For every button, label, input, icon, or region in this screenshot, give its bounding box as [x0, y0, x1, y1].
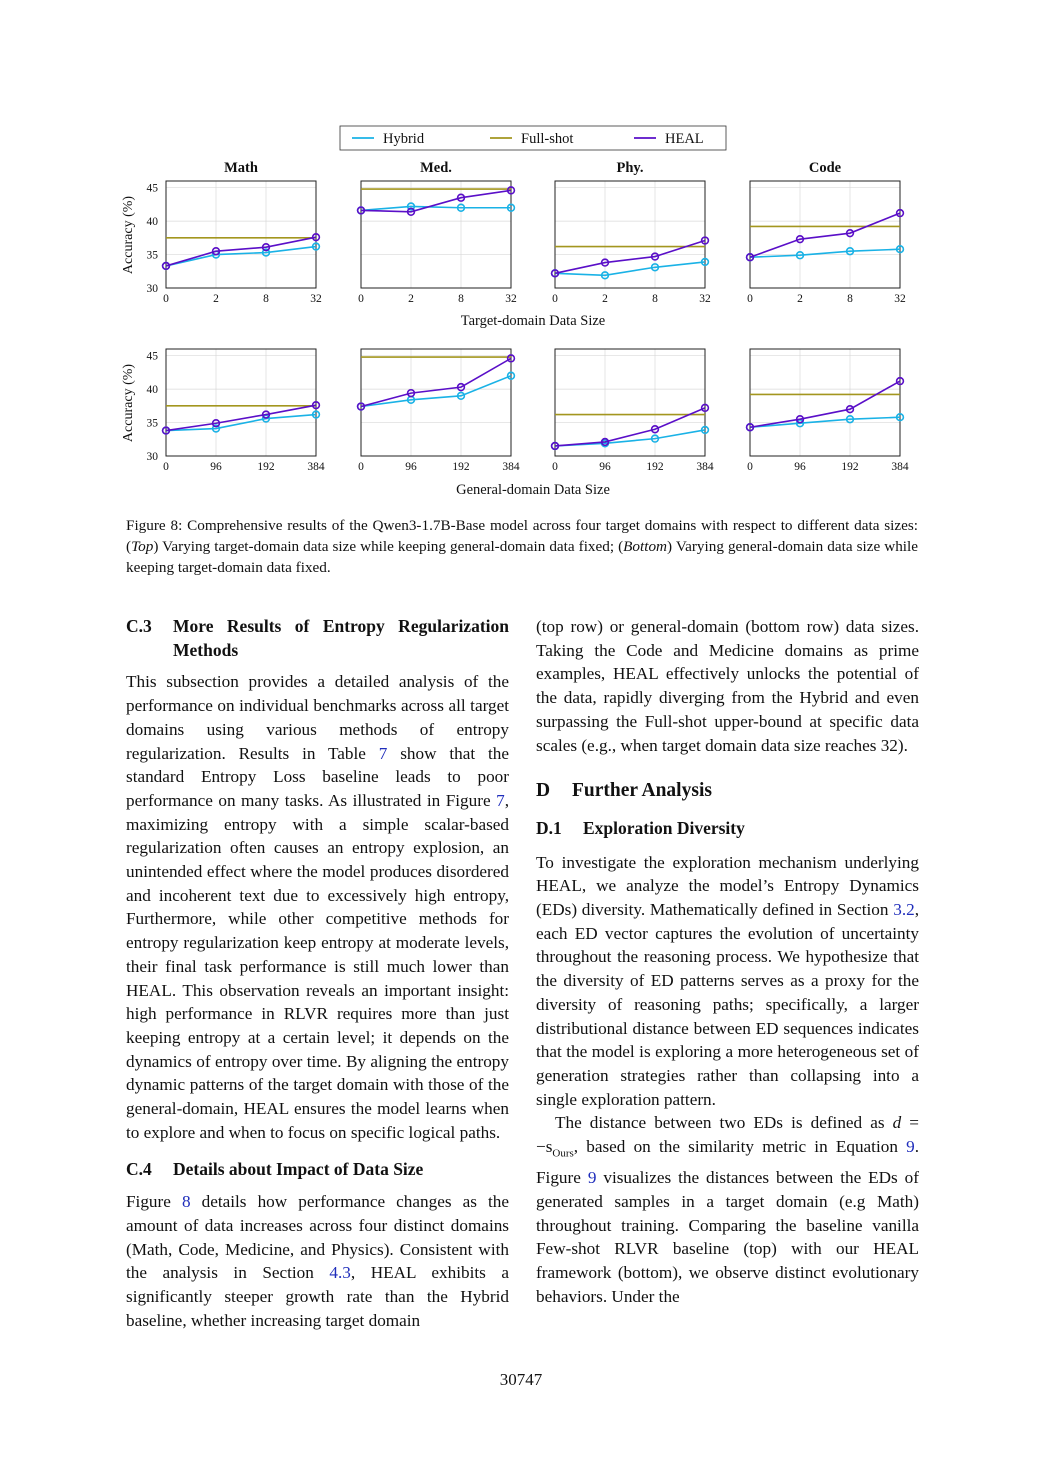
- figure-ref-link[interactable]: 8: [181, 1192, 191, 1212]
- x-tick-label: 384: [696, 461, 714, 473]
- x-tick-label: 0: [163, 293, 169, 305]
- series-line-hybrid: [750, 249, 900, 257]
- y-tick-label: 45: [146, 182, 158, 195]
- panel-frame: [750, 181, 900, 288]
- x-tick-label: 384: [502, 461, 520, 473]
- x-tick-label: 0: [163, 461, 169, 473]
- y-tick-label: 35: [146, 249, 158, 262]
- equation-ref-link[interactable]: 9: [906, 1137, 915, 1157]
- x-tick-label: 2: [797, 293, 803, 305]
- series-line-heal: [361, 358, 511, 406]
- page-number: 30747: [499, 1370, 543, 1389]
- section-ref-link[interactable]: 3.2: [893, 900, 915, 920]
- panel-frame: [166, 349, 316, 456]
- x-tick-label: 0: [552, 293, 558, 305]
- x-axis-label-bottom: General-domain Data Size: [456, 482, 610, 498]
- y-tick-label: 45: [146, 350, 158, 363]
- legend-label-full-shot: Full-shot: [521, 131, 574, 147]
- section-heading-d1: D.1 Exploration Diversity: [536, 817, 745, 838]
- legend-label-heal: HEAL: [665, 131, 704, 147]
- x-tick-label: 0: [358, 293, 364, 305]
- section-heading-d: D Further Analysis: [536, 780, 712, 802]
- x-tick-label: 8: [458, 293, 464, 305]
- x-tick-label: 32: [505, 293, 517, 305]
- x-tick-label: 192: [257, 461, 275, 473]
- x-tick-label: 192: [841, 461, 859, 473]
- panel-frame: [750, 349, 900, 456]
- x-tick-label: 2: [213, 293, 219, 305]
- x-tick-label: 32: [699, 293, 711, 305]
- section-heading-c4: C.4 Details about Impact of Data Size: [126, 1159, 424, 1180]
- series-line-hybrid: [361, 376, 511, 407]
- paragraph-c4-continued: (top row) or general-domain (bottom row) data sizes. Taking the Code and Medicine domains as prime examples, HEAL effectively unlocks the potential of the data, rapidly diverging from the Hybrid and even surpassing the Full-shot upper-bound at specific data scales (e.g., when target domain data size reaches 32).: [536, 617, 919, 755]
- x-tick-label: 192: [646, 461, 664, 473]
- x-tick-label: 8: [652, 293, 658, 305]
- panel-title: Phy.: [616, 160, 644, 176]
- panel-title: Math: [224, 160, 258, 176]
- figure-ref-link[interactable]: 7: [496, 790, 505, 810]
- y-tick-label: 35: [146, 417, 158, 430]
- x-tick-label: 0: [747, 461, 753, 473]
- right-column: [536, 615, 919, 1308]
- caption-label: Figure 8:: [126, 517, 183, 534]
- figure-8: [0, 0, 1042, 505]
- series-line-heal: [555, 241, 705, 274]
- section-heading-c3: C.3 More Results of Entropy Regularization Methods: [126, 616, 509, 660]
- table-ref-link[interactable]: 7: [378, 743, 388, 763]
- x-tick-label: 0: [747, 293, 753, 305]
- panel-frame: [361, 181, 511, 288]
- paragraph-c3: This subsection provides a detailed analysis of the performance on individual benchmarks across all target domains using various methods of entropy regularization. Results in Table 7 show that the standard Entropy Loss baseline leads to poor performance on many tasks. As illustrated in Figure 7, maximizing entropy with a simple scalar-based regularization often causes an entropy explosion, an unintended effect where the model produces disordered and incoherent text due to excessively high entropy, Furthermore, while other competitive methods for entropy regularization keep entropy at moderate levels, their final task performance is still much lower than HEAL. This observation reveals an important insight: high performance in RLVR requires more than just keeping entropy at a certain level; it depends on the dynamics of entropy over time. By aligning the entropy dynamic patterns of the target domain with those of the general-domain, HEAL ensures the model learns when to explore and when to focus on specific logical paths.: [126, 672, 509, 1142]
- y-tick-label: 40: [146, 384, 158, 397]
- y-tick-label: 30: [146, 451, 158, 463]
- x-tick-label: 8: [847, 293, 853, 305]
- figure-ref-link[interactable]: 9: [587, 1168, 597, 1188]
- x-tick-label: 384: [891, 461, 909, 473]
- series-line-heal: [750, 381, 900, 427]
- series-line-hybrid: [361, 206, 511, 210]
- x-tick-label: 8: [263, 293, 269, 305]
- x-tick-label: 0: [552, 461, 558, 473]
- paragraph-c4: Figure 8 details how performance changes as the amount of data increases across four distinct domains (Math, Code, Medicine, and Physics). Consistent with the analysis in Section 4.3, HEAL exhibits a significantly steeper growth rate than the Hybrid baseline, whether increasing target domain: [126, 1192, 509, 1330]
- x-tick-label: 2: [602, 293, 608, 305]
- x-tick-label: 96: [599, 461, 611, 473]
- x-tick-label: 96: [405, 461, 417, 473]
- y-tick-label: 40: [146, 216, 158, 229]
- left-column: [126, 615, 509, 1332]
- legend-label-hybrid: Hybrid: [383, 131, 425, 147]
- y-axis-label: Accuracy (%): [121, 195, 136, 275]
- panel-title: Med.: [420, 160, 452, 176]
- x-tick-label: 32: [310, 293, 322, 305]
- y-tick-label: 30: [146, 283, 158, 295]
- panel-frame: [361, 349, 511, 456]
- x-tick-label: 384: [307, 461, 325, 473]
- x-tick-label: 2: [408, 293, 414, 305]
- paragraph-d1-2: The distance between two EDs is defined as $d = -s_{Ours}$, based on the similarity metric in Equation 9. Figure 9 visualizes the distances between the EDs of generated samples in a target domain (e.g Math) throughout training. Comparing the baseline vanilla Few-shot RLVR baseline (top) with our HEAL framework (bottom), we observe distinct evolutionary behaviors. Under the: [536, 1113, 920, 1306]
- panel-frame: [166, 181, 316, 288]
- section-ref-link[interactable]: 4.3: [329, 1263, 351, 1283]
- panel-title: Code: [808, 160, 842, 176]
- x-tick-label: 96: [794, 461, 806, 473]
- x-axis-label-top: Target-domain Data Size: [460, 313, 606, 329]
- panel-frame: [555, 349, 705, 456]
- y-axis-label: Accuracy (%): [121, 363, 136, 443]
- paragraph-d1-1: To investigate the exploration mechanism underlying HEAL, we analyze the model’s Entropy Dynamics (EDs) diversity. Mathematically defined in Section 3.2, each ED vector captures the evolution of uncertainty throughout the reasoning process. We hypothesize that the diversity of ED patterns serves as a proxy for the diversity of reasoning paths; specifically, a larger distributional distance between ED sequences indicates that the model is exploring a more heterogeneous set of generation strategies rather than collapsing into a single exploration pattern.: [536, 852, 919, 1109]
- figure-caption: Figure 8: Comprehensive results of the Qwen3-1.7B-Base model across four target domains with respect to different data sizes: (Top) Varying target-domain data size while keeping general-domain data fixed; (Bottom) Varying general-domain data size while keeping target-domain data fixed.: [126, 517, 919, 576]
- x-tick-label: 96: [210, 461, 222, 473]
- x-tick-label: 32: [894, 293, 906, 305]
- x-tick-label: 192: [452, 461, 470, 473]
- x-tick-label: 0: [358, 461, 364, 473]
- series-line-heal: [166, 405, 316, 430]
